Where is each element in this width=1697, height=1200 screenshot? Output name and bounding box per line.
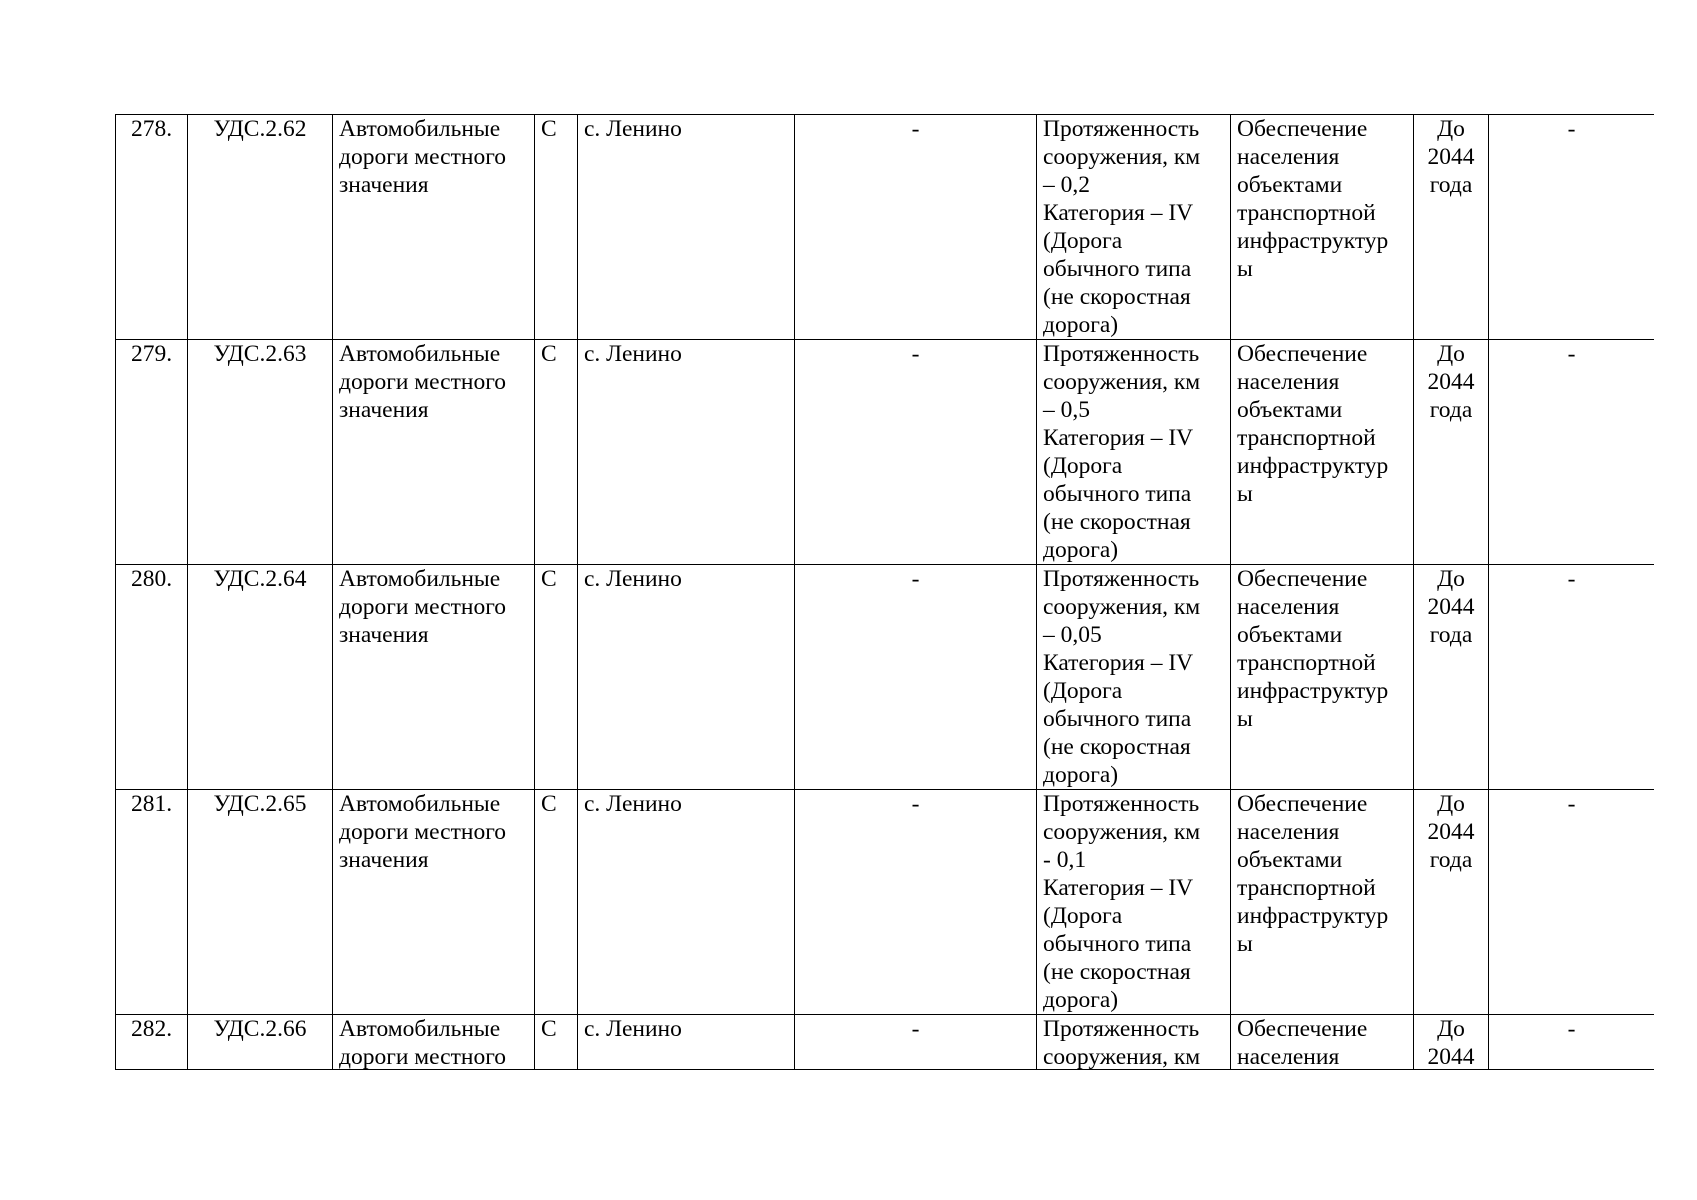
cell-text-line: сооружения, км bbox=[1043, 144, 1201, 170]
table-row bbox=[116, 1015, 1655, 1071]
deadline-cell bbox=[1414, 115, 1489, 340]
cell-text-line: До bbox=[1437, 116, 1465, 142]
notes-cell bbox=[1489, 790, 1655, 1015]
cell-text-line: дороги местного bbox=[339, 819, 507, 845]
cell-text-line: транспортной bbox=[1237, 875, 1376, 901]
cell-text-line: года bbox=[1429, 172, 1473, 198]
purpose-cell bbox=[1231, 340, 1414, 565]
table-row bbox=[116, 790, 1655, 1015]
cell-text: с. Ленино bbox=[584, 341, 682, 367]
cell-text-line: Автомобильные bbox=[339, 791, 501, 817]
purpose-cell bbox=[1231, 790, 1414, 1015]
cell-text-line: Обеспечение bbox=[1237, 566, 1368, 592]
zone-cell bbox=[795, 115, 1037, 340]
cell-text-line: сооружения, км bbox=[1043, 819, 1201, 845]
location-cell bbox=[578, 565, 795, 790]
object-type-cell bbox=[535, 565, 578, 790]
location-cell bbox=[578, 340, 795, 565]
object-name-cell bbox=[333, 1015, 535, 1071]
cell-text-line: транспортной bbox=[1237, 650, 1376, 676]
cell-text: с. Ленино bbox=[584, 1016, 682, 1042]
location-cell bbox=[578, 790, 795, 1015]
table-row bbox=[116, 340, 1655, 565]
object-name-cell bbox=[333, 790, 535, 1015]
cell-text-line: дороги местного bbox=[339, 1044, 507, 1070]
cell-text-line: объектами bbox=[1237, 397, 1343, 423]
cell-text-line: Категория – IV bbox=[1043, 650, 1194, 676]
zone-cell bbox=[795, 1015, 1037, 1071]
cell-text-line: – 0,2 bbox=[1043, 172, 1090, 198]
object-name-cell bbox=[333, 565, 535, 790]
cell-text: - bbox=[911, 791, 920, 817]
cell-text-line: 2044 bbox=[1427, 594, 1475, 620]
cell-text: С bbox=[541, 341, 557, 367]
cell-text: - bbox=[1567, 1016, 1576, 1042]
cell-text-line: (Дорога bbox=[1043, 453, 1123, 479]
object-code-cell bbox=[188, 340, 333, 565]
cell-text-line: (не скоростная bbox=[1043, 734, 1191, 760]
zone-cell bbox=[795, 340, 1037, 565]
cell-text-line: Автомобильные bbox=[339, 566, 501, 592]
cell-text: - bbox=[1567, 791, 1576, 817]
cell-text-line: объектами bbox=[1237, 847, 1343, 873]
cell-text: 278. bbox=[130, 116, 173, 142]
cell-text: 280. bbox=[130, 566, 173, 592]
cell-text-line: – 0,05 bbox=[1043, 622, 1102, 648]
cell-text-line: значения bbox=[339, 847, 429, 873]
parameters-cell bbox=[1037, 790, 1231, 1015]
cell-text-line: Категория – IV bbox=[1043, 425, 1194, 451]
cell-text-line: Протяженность bbox=[1043, 341, 1200, 367]
cell-text-line: дороги местного bbox=[339, 144, 507, 170]
cell-text-line: ы bbox=[1237, 706, 1253, 732]
cell-text-line: Категория – IV bbox=[1043, 875, 1194, 901]
notes-cell bbox=[1489, 1015, 1655, 1071]
cell-text-line: сооружения, км bbox=[1043, 1044, 1201, 1070]
cell-text-line: 2044 bbox=[1427, 1044, 1475, 1070]
cell-text-line: Категория – IV bbox=[1043, 200, 1194, 226]
cell-text-line: ы bbox=[1237, 256, 1253, 282]
cell-text-line: До bbox=[1437, 341, 1465, 367]
object-code-cell bbox=[188, 115, 333, 340]
table-row bbox=[116, 565, 1655, 790]
cell-text: УДС.2.63 bbox=[213, 341, 307, 367]
cell-text: - bbox=[911, 1016, 920, 1042]
cell-text-line: инфраструктур bbox=[1237, 453, 1389, 479]
notes-cell bbox=[1489, 565, 1655, 790]
cell-text: с. Ленино bbox=[584, 116, 682, 142]
cell-text: УДС.2.64 bbox=[213, 566, 307, 592]
cell-text-line: 2044 bbox=[1427, 144, 1475, 170]
cell-text-line: Обеспечение bbox=[1237, 341, 1368, 367]
cell-text-line: Обеспечение bbox=[1237, 1016, 1368, 1042]
cell-text: с. Ленино bbox=[584, 566, 682, 592]
cell-text-line: дороги местного bbox=[339, 369, 507, 395]
cell-text-line: Автомобильные bbox=[339, 1016, 501, 1042]
cell-text-line: дорога) bbox=[1043, 537, 1119, 563]
cell-text-line: обычного типа bbox=[1043, 706, 1192, 732]
cell-text-line: обычного типа bbox=[1043, 256, 1192, 282]
cell-text-line: дорога) bbox=[1043, 762, 1119, 788]
notes-cell bbox=[1489, 115, 1655, 340]
cell-text: С bbox=[541, 791, 557, 817]
row-number-cell bbox=[116, 790, 188, 1015]
table-viewport bbox=[115, 114, 1654, 1070]
cell-text-line: года bbox=[1429, 847, 1473, 873]
cell-text-line: Протяженность bbox=[1043, 791, 1200, 817]
object-name-cell bbox=[333, 340, 535, 565]
cell-text-line: ы bbox=[1237, 481, 1253, 507]
cell-text-line: дорога) bbox=[1043, 312, 1119, 338]
cell-text-line: дорога) bbox=[1043, 987, 1119, 1013]
deadline-cell bbox=[1414, 1015, 1489, 1071]
row-number-cell bbox=[116, 565, 188, 790]
cell-text-line: – 0,5 bbox=[1043, 397, 1090, 423]
cell-text-line: дороги местного bbox=[339, 594, 507, 620]
deadline-cell bbox=[1414, 340, 1489, 565]
table-body bbox=[116, 115, 1655, 1071]
cell-text: - bbox=[1567, 116, 1576, 142]
cell-text-line: (не скоростная bbox=[1043, 284, 1191, 310]
purpose-cell bbox=[1231, 115, 1414, 340]
cell-text: С bbox=[541, 1016, 557, 1042]
location-cell bbox=[578, 1015, 795, 1071]
cell-text-line: Протяженность bbox=[1043, 1016, 1200, 1042]
notes-cell bbox=[1489, 340, 1655, 565]
cell-text: - bbox=[911, 116, 920, 142]
row-number-cell bbox=[116, 115, 188, 340]
cell-text-line: (Дорога bbox=[1043, 228, 1123, 254]
cell-text: - bbox=[1567, 566, 1576, 592]
cell-text-line: обычного типа bbox=[1043, 481, 1192, 507]
cell-text: УДС.2.66 bbox=[213, 1016, 307, 1042]
cell-text-line: населения bbox=[1237, 369, 1340, 395]
cell-text-line: объектами bbox=[1237, 172, 1343, 198]
object-type-cell bbox=[535, 115, 578, 340]
cell-text-line: (не скоростная bbox=[1043, 509, 1191, 535]
cell-text-line: До bbox=[1437, 791, 1465, 817]
cell-text: 279. bbox=[130, 341, 173, 367]
cell-text: С bbox=[541, 566, 557, 592]
object-type-cell bbox=[535, 1015, 578, 1071]
cell-text-line: ы bbox=[1237, 931, 1253, 957]
cell-text-line: года bbox=[1429, 622, 1473, 648]
deadline-cell bbox=[1414, 565, 1489, 790]
cell-text-line: инфраструктур bbox=[1237, 228, 1389, 254]
cell-text-line: населения bbox=[1237, 819, 1340, 845]
cell-text-line: инфраструктур bbox=[1237, 903, 1389, 929]
cell-text-line: транспортной bbox=[1237, 425, 1376, 451]
cell-text: 282. bbox=[130, 1016, 173, 1042]
cell-text: - bbox=[1567, 341, 1576, 367]
cell-text-line: До bbox=[1437, 566, 1465, 592]
purpose-cell bbox=[1231, 1015, 1414, 1071]
cell-text-line: Обеспечение bbox=[1237, 116, 1368, 142]
parameters-cell bbox=[1037, 565, 1231, 790]
cell-text: - bbox=[911, 566, 920, 592]
cell-text: УДС.2.62 bbox=[213, 116, 307, 142]
cell-text-line: Обеспечение bbox=[1237, 791, 1368, 817]
cell-text: с. Ленино bbox=[584, 791, 682, 817]
cell-text-line: 2044 bbox=[1427, 819, 1475, 845]
cell-text-line: значения bbox=[339, 397, 429, 423]
zone-cell bbox=[795, 565, 1037, 790]
cell-text: - bbox=[911, 341, 920, 367]
cell-text-line: - 0,1 bbox=[1043, 847, 1087, 873]
cell-text-line: 2044 bbox=[1427, 369, 1475, 395]
cell-text-line: сооружения, км bbox=[1043, 369, 1201, 395]
cell-text-line: Автомобильные bbox=[339, 116, 501, 142]
object-type-cell bbox=[535, 790, 578, 1015]
cell-text-line: транспортной bbox=[1237, 200, 1376, 226]
cell-text-line: значения bbox=[339, 622, 429, 648]
cell-text-line: Автомобильные bbox=[339, 341, 501, 367]
parameters-cell bbox=[1037, 1015, 1231, 1071]
cell-text: С bbox=[541, 116, 557, 142]
cell-text: УДС.2.65 bbox=[213, 791, 307, 817]
cell-text-line: инфраструктур bbox=[1237, 678, 1389, 704]
zone-cell bbox=[795, 790, 1037, 1015]
cell-text-line: (Дорога bbox=[1043, 678, 1123, 704]
object-name-cell bbox=[333, 115, 535, 340]
parameters-cell bbox=[1037, 115, 1231, 340]
cell-text-line: населения bbox=[1237, 594, 1340, 620]
cell-text-line: Протяженность bbox=[1043, 116, 1200, 142]
location-cell bbox=[578, 115, 795, 340]
registry-table bbox=[115, 114, 1654, 1070]
deadline-cell bbox=[1414, 790, 1489, 1015]
purpose-cell bbox=[1231, 565, 1414, 790]
cell-text-line: населения bbox=[1237, 144, 1340, 170]
row-number-cell bbox=[116, 340, 188, 565]
table-row bbox=[116, 115, 1655, 340]
cell-text-line: (не скоростная bbox=[1043, 959, 1191, 985]
cell-text-line: значения bbox=[339, 172, 429, 198]
cell-text-line: До bbox=[1437, 1016, 1465, 1042]
cell-text: 281. bbox=[130, 791, 173, 817]
parameters-cell bbox=[1037, 340, 1231, 565]
cell-text-line: (Дорога bbox=[1043, 903, 1123, 929]
cell-text-line: обычного типа bbox=[1043, 931, 1192, 957]
row-number-cell bbox=[116, 1015, 188, 1071]
object-code-cell bbox=[188, 565, 333, 790]
object-code-cell bbox=[188, 1015, 333, 1071]
object-type-cell bbox=[535, 340, 578, 565]
cell-text-line: объектами bbox=[1237, 622, 1343, 648]
cell-text-line: населения bbox=[1237, 1044, 1340, 1070]
object-code-cell bbox=[188, 790, 333, 1015]
cell-text-line: года bbox=[1429, 397, 1473, 423]
cell-text-line: сооружения, км bbox=[1043, 594, 1201, 620]
cell-text-line: Протяженность bbox=[1043, 566, 1200, 592]
